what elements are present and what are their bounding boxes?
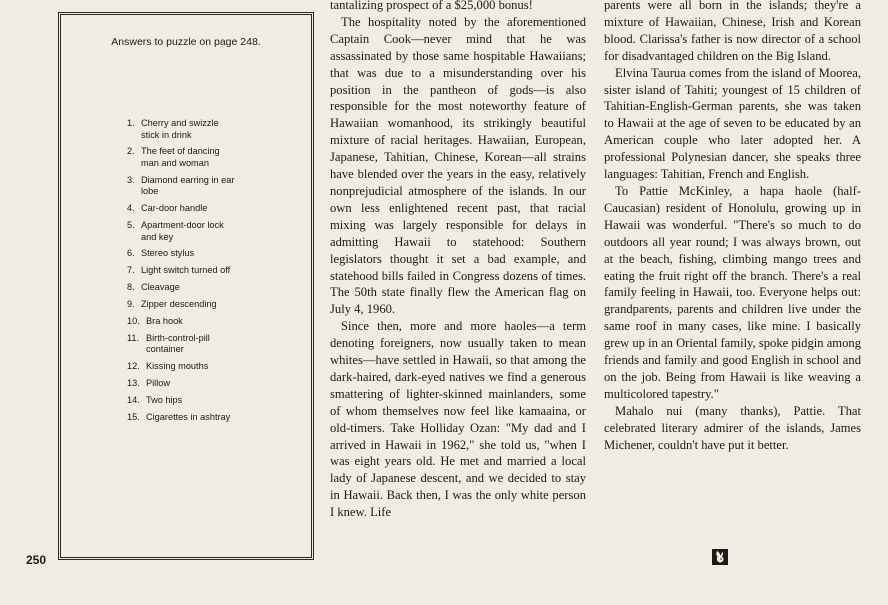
article-paragraph: Mahalo nui (many thanks), Pattie. That celebrated literary admirer of the islands, James Michener, couldn't have put it better. bbox=[604, 403, 861, 452]
answers-list bbox=[127, 118, 287, 429]
list-item bbox=[127, 146, 287, 169]
item-text: Cherry and swizzle stick in drink bbox=[141, 118, 219, 140]
item-number: 2. bbox=[127, 146, 135, 157]
item-text: Stereo stylus bbox=[141, 248, 195, 259]
item-number: 3. bbox=[127, 174, 135, 185]
answers-heading: Answers to puzzle on page 248. bbox=[111, 36, 261, 48]
list-item bbox=[127, 203, 287, 215]
item-text: Two hips bbox=[146, 395, 183, 406]
article-paragraph: Elvina Taurua comes from the island of Moorea, sister island of Tahiti; youngest of 15 children of Tahitian-English-German parents, she was taken to Hawaii at the age of seven to be educated by an American couple who later adopted her. A professional Polynesian dancer, she speaks three languages: Tahitian, French and English. bbox=[604, 65, 861, 182]
item-number: 15. bbox=[127, 411, 140, 422]
item-number: 10. bbox=[127, 316, 140, 327]
article-paragraph: tantalizing prospect of a $25,000 bonus! bbox=[330, 0, 533, 12]
puzzle-answers-box bbox=[58, 12, 314, 560]
item-number: 4. bbox=[127, 203, 135, 214]
item-text: Diamond earring in ear lobe bbox=[141, 174, 235, 197]
list-item bbox=[127, 361, 287, 373]
item-number: 5. bbox=[127, 220, 135, 231]
article-column-right bbox=[604, 0, 861, 453]
item-text: Cigarettes in ashtray bbox=[146, 411, 231, 422]
item-number: 12. bbox=[127, 361, 140, 372]
list-item bbox=[127, 282, 287, 294]
item-text: Bra hook bbox=[146, 316, 183, 327]
list-item bbox=[127, 248, 287, 260]
list-item bbox=[127, 175, 287, 198]
item-number: 14. bbox=[127, 395, 140, 406]
item-text: The feet of dancing man and woman bbox=[141, 146, 220, 168]
item-number: 9. bbox=[127, 299, 135, 310]
page-number: 250 bbox=[26, 553, 47, 567]
article-paragraph: Since then, more and more haoles—a term denoting foreigners, now usually taken to mean whites—have settled in Hawaii, so that among the dark-haired, dark-eyed natives we find a generous smattering of lighter-skinned mainlanders, some of whom themselves now feel like kamaaina, or old-timers. Take Holliday Ozan: "My dad and I arrived in Hawaii in 1962," she told us, "when I was eight years old. He met and married a local lady of Japanese descent, and we decided to stay in Hawaii. Back then, I was the only white person I knew. Life bbox=[330, 319, 586, 520]
list-item bbox=[127, 316, 287, 328]
item-number: 6. bbox=[127, 248, 135, 259]
list-item bbox=[127, 299, 287, 311]
item-number: 11. bbox=[127, 332, 140, 343]
item-text: Kissing mouths bbox=[146, 361, 209, 372]
item-text: Cleavage bbox=[141, 282, 180, 293]
item-number: 1. bbox=[127, 118, 135, 128]
item-text: Zipper descending bbox=[141, 299, 217, 310]
list-item bbox=[127, 378, 287, 390]
item-text: Apartment-door lock and key bbox=[141, 220, 224, 242]
article-paragraph: parents were all born in the islands; they're a mixture of Hawaiian, Chinese, Irish and Korean blood. Clarissa's father is now director of a school for disadvantaged children on the Big Island. bbox=[604, 0, 861, 63]
list-item bbox=[127, 118, 287, 141]
article-column-middle bbox=[330, 0, 586, 521]
item-text: Pillow bbox=[146, 378, 170, 389]
item-number: 7. bbox=[127, 265, 135, 276]
item-text: Birth-control-pill container bbox=[146, 332, 210, 355]
article-paragraph: To Pattie McKinley, a hapa haole (half-Caucasian) resident of Honolulu, growing up in Hawaii was wonderful. "There's so much to do outdoors all year round; I was always brown, out at the beach, fishing, climbing mango trees and eating the fruit right off the branch. There's a real family feeling in Hawaii, too. Everyone helps out: grandparents, parents and children live under the same roof in many cases, like mine. I basically grew up in an Oriental family, spoke pidgin among friends and family and good English in school and on the job. Being from Hawaii is like weaving a multicolored tapestry." bbox=[604, 183, 861, 401]
item-text: Light switch turned off bbox=[141, 265, 231, 276]
list-item bbox=[127, 412, 287, 424]
item-number: 13. bbox=[127, 378, 140, 389]
list-item bbox=[127, 395, 287, 407]
list-item bbox=[127, 265, 287, 277]
rabbit-head-icon bbox=[712, 549, 728, 565]
article-paragraph: The hospitality noted by the aforementioned Captain Cook—never mind that he was assassinated by those same hospitable Hawaiians; that was due to a misunderstanding over his position in the pantheon of gods—is also responsible for the most noteworthy feature of Hawaiian womanhood, its strikingly beautiful mixture of racial heritages. Hawaiian, European, Japanese, Tahitian, Chinese, Korean—all strains have blended over the years in the easy, relatively nonprejudicial atmosphere of the islands. In our own less enlightened recent past, that racial mixing was largely responsible for delays in admitting Hawaii to statehood: Southern legislators thought it set a bad example, and statehood bills failed in Congress dozens of times. The 50th state finally flew the American flag on July 4, 1960. bbox=[330, 14, 586, 317]
list-item bbox=[127, 220, 287, 243]
item-number: 8. bbox=[127, 282, 135, 293]
list-item bbox=[127, 333, 287, 356]
item-text: Car-door handle bbox=[141, 203, 208, 214]
